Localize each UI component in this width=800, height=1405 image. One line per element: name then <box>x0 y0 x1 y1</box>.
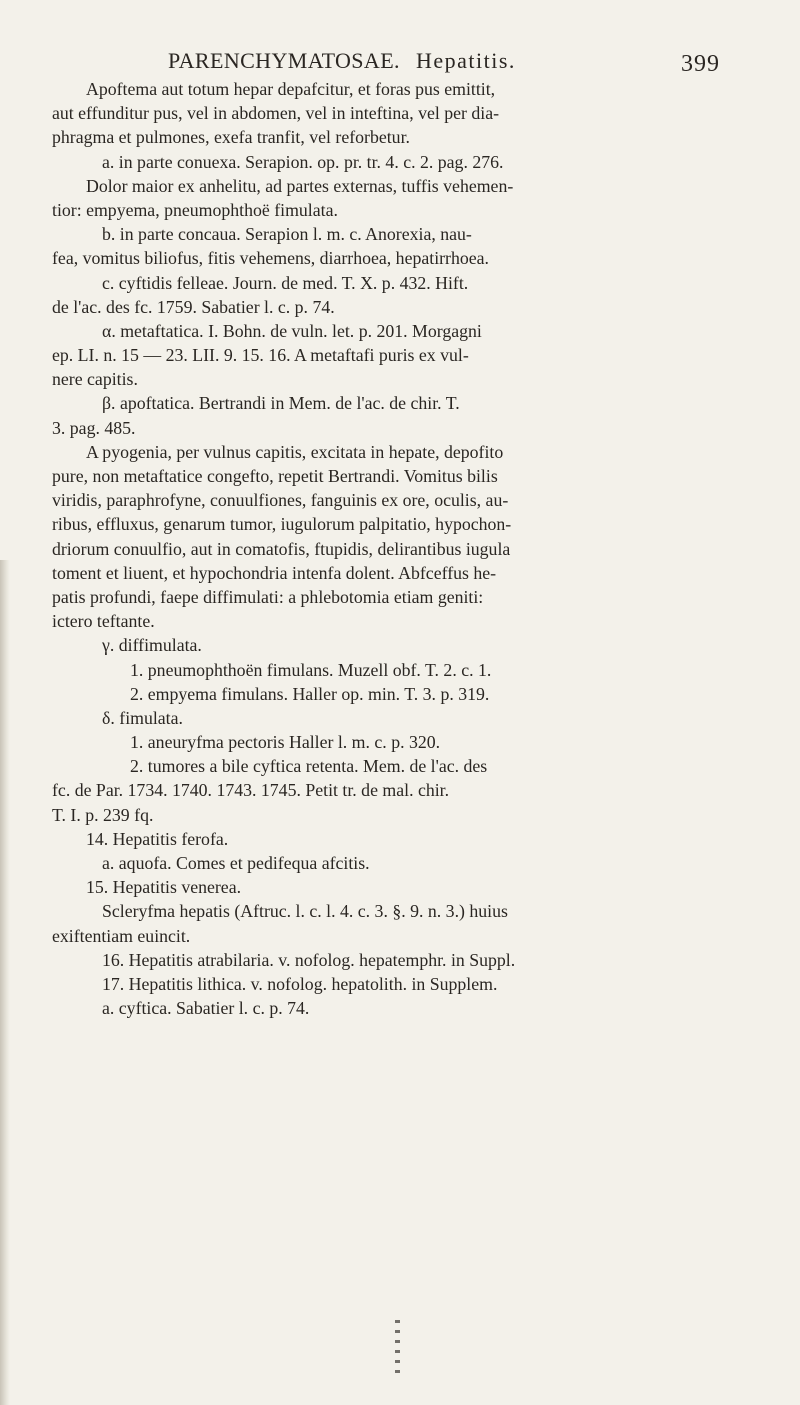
page-number: 399 <box>681 51 720 77</box>
text-line: 1. aneuryfma pectoris Haller l. m. c. p. 320. <box>130 732 441 753</box>
header-title: PARENCHYMATOSAE. <box>168 48 400 73</box>
text-line: viridis, paraphrofyne, conuulfiones, fanguinis ex ore, oculis, au- <box>52 490 509 511</box>
printer-mark <box>395 1320 400 1380</box>
text-line: nere capitis. <box>52 369 138 390</box>
text-line: tior: empyema, pneumophthoë fimulata. <box>52 199 338 220</box>
text-line: T. I. p. 239 fq. <box>52 804 154 825</box>
text-line: a. aquofa. Comes et pedifequa afcitis. <box>102 853 370 873</box>
text-line: a. cyftica. Sabatier l. c. p. 74. <box>102 998 310 1019</box>
page-gutter-shadow <box>0 560 10 1405</box>
running-header <box>168 48 720 77</box>
text-line: γ. diffimulata. <box>102 635 202 656</box>
header-section: Hepatitis. <box>415 48 516 73</box>
text-line: fea, vomitus biliofus, fitis vehemens, diarrhoea, hepatirrhoea. <box>52 248 489 269</box>
text-line: patis profundi, faepe diffimulati: a phlebotomia etiam geniti: <box>52 586 484 607</box>
text-line: α. metaftatica. I. Bohn. de vuln. let. p. 201. Morgagni <box>102 320 482 341</box>
text-line: Apoftema aut totum hepar depafcitur, et foras pus emittit, <box>86 79 496 99</box>
text-line: ep. LI. n. 15 — 23. LII. 9. 15. 16. A metaftafi puris ex vul- <box>52 345 469 366</box>
text-line: ictero teftante. <box>52 611 155 632</box>
text-line: β. apoftatica. Bertrandi in Mem. de l'ac. de chir. T. <box>102 393 460 414</box>
text-line: aut effunditur pus, vel in abdomen, vel in inteftina, vel per dia- <box>52 103 500 124</box>
text-line: 17. Hepatitis lithica. v. nofolog. hepatolith. in Supplem. <box>102 973 498 994</box>
text-line: A pyogenia, per vulnus capitis, excitata in hepate, depofito <box>86 441 504 462</box>
text-line: 3. pag. 485. <box>52 417 136 438</box>
text-line: driorum conuulfio, aut in comatofis, ftupidis, delirantibus iugula <box>52 538 511 559</box>
text-line: δ. fimulata. <box>102 707 183 728</box>
text-line: phragma et pulmones, exefa tranfit, vel reforbetur. <box>52 127 410 148</box>
text-line: fc. de Par. 1734. 1740. 1743. 1745. Petit tr. de mal. chir. <box>52 780 450 801</box>
text-line: Dolor maior ex anhelitu, ad partes externas, tuffis vehemen- <box>86 175 514 196</box>
text-line: a. in parte conuexa. Serapion. op. pr. tr. 4. c. 2. pag. 276. <box>102 151 504 172</box>
body-text <box>52 77 757 1020</box>
text-line: c. cyftidis felleae. Journ. de med. T. X. p. 432. Hift. <box>102 272 469 293</box>
text-line: 15. Hepatitis venerea. <box>86 877 242 898</box>
text-line: de l'ac. des fc. 1759. Sabatier l. c. p. 74. <box>52 296 335 317</box>
text-line: b. in parte concaua. Serapion l. m. c. Anorexia, nau- <box>102 224 472 245</box>
text-line: 1. pneumophthoën fimulans. Muzell obf. T. 2. c. 1. <box>130 659 492 680</box>
text-line: toment et liuent, et hypochondria intenfa dolent. Abfceffus he- <box>52 562 497 583</box>
text-line: 2. tumores a bile cyftica retenta. Mem. de l'ac. des <box>130 756 488 777</box>
text-line: 16. Hepatitis atrabilaria. v. nofolog. hepatemphr. in Suppl. <box>102 949 516 970</box>
text-line: Scleryfma hepatis (Aftruc. l. c. l. 4. c. 3. §. 9. n. 3.) huius <box>102 901 508 922</box>
text-line: ribus, effluxus, genarum tumor, iugulorum palpitatio, hypochon- <box>52 514 512 535</box>
text-line: 2. empyema fimulans. Haller op. min. T. 3. p. 319. <box>130 683 490 704</box>
text-line: pure, non metaftatice congefto, repetit Bertrandi. Vomitus bilis <box>52 466 498 486</box>
text-line: 14. Hepatitis ferofa. <box>86 828 229 849</box>
text-line: exiftentiam euincit. <box>52 925 191 946</box>
